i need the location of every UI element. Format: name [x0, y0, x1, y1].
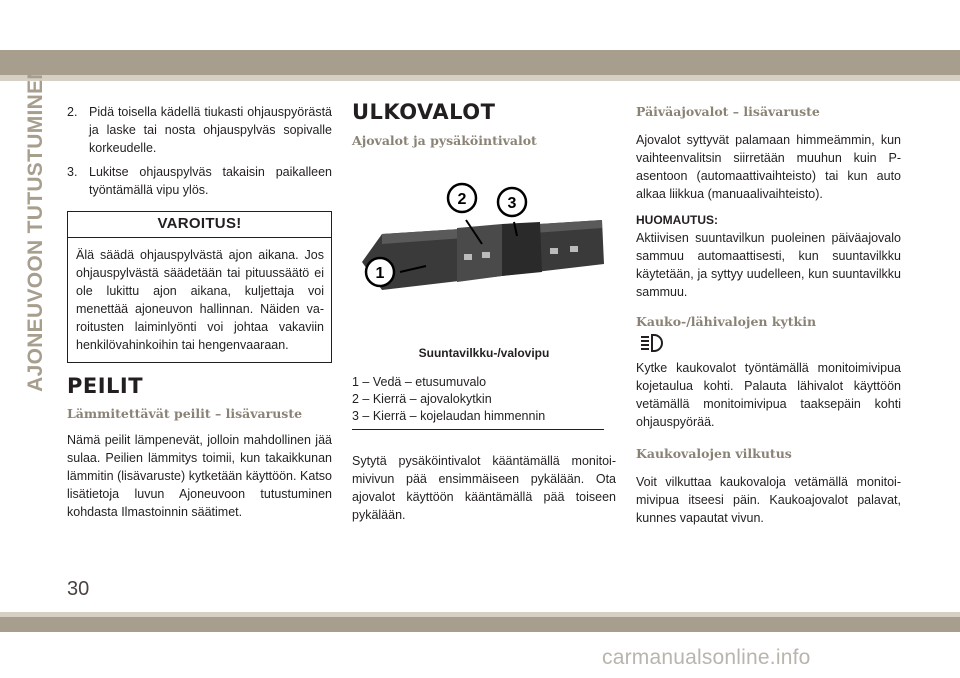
callout-label: 2: [457, 191, 467, 208]
subsection-title: Ajovalot ja pysäköintivalot: [352, 133, 537, 148]
paragraph: Kytke kaukovalot työntämällä monitoimivipua kojetaulua kohti. Palauta lähivalot käyttöön vetämällä monitoimivipua taaksepäin kohti ohjauspyörää.: [636, 361, 901, 429]
warning-box: [67, 211, 332, 363]
legend-item: 3 – Kierrä – kojelaudan himmennin: [352, 409, 546, 423]
column-1: [67, 103, 332, 521]
callout-label: 3: [507, 195, 517, 212]
list-text: Lukitse ohjauspylväs takaisin paikalleen työntämällä vipu ylös.: [89, 165, 332, 197]
turn-signal-lever-illustration: [352, 162, 616, 322]
paragraph: Sytytä pysäköintivalot kääntämällä monitoimivivun pää ensimmäiseen pykälään. Ota ajovalot käyttöön kääntämällä pää toiseen pykälään.: [352, 454, 616, 522]
paragraph: Nämä peilit lämpenevät, jolloin mahdollinen jää sulaa. Peilien lämmitys toimii, kun takaikkunan lämmitin (lisävaruste) kytketään käyttöön. Katso lisätietoja luvun Ajoneuvoon tutustuminen kohdasta Ilmastoinnin säätimet.: [67, 433, 332, 519]
paragraph: Ajovalot syttyvät palamaan himmeämmin, kun vaihteenvalitsin siirretään muuhun kuin P-asentoon (automaattivaihteisto) tai kun auto alkaa liikkua (manuaalivaihteisto).: [636, 133, 901, 201]
warning-text: Älä säädä ohjauspylvästä ajon aikana. Jos ohjauspylvästä säädetään tai pituussäätö ei ole lukittu ajon aikana, kuljettaja voi menettää ajoneuvon hallinnan. Näiden varoitusten laiminlyönti voi johtaa vakaviin henkilövahinkoihin tai hengenvaaraan.: [76, 248, 324, 352]
note-title: HUOMAUTUS:: [636, 213, 718, 227]
chapter-sidebar: [24, 63, 47, 392]
subsection-title: Päiväajovalot – lisävaruste: [636, 104, 820, 119]
list-number: 3.: [67, 165, 78, 179]
subsection-title: Lämmitettävät peilit – lisävaruste: [67, 406, 303, 421]
legend-rule: [352, 429, 604, 430]
bottom-band: [0, 617, 960, 632]
list-item: [67, 163, 332, 199]
section-title-ulkovalot: ULKOVALOT: [352, 100, 496, 124]
legend-item: 2 – Kierrä – ajovalokytkin: [352, 392, 492, 406]
high-beam-icon: [636, 333, 901, 355]
figure-legend: [352, 374, 616, 425]
callout-label: 1: [375, 265, 385, 282]
warning-title: VAROITUS!: [68, 212, 331, 238]
page-number: 30: [67, 578, 90, 600]
subsection-title: Kauko-/lähivalojen kytkin: [636, 314, 817, 329]
paragraph: Voit vilkuttaa kaukovaloja vetämällä monitoimivipua itseesi päin. Kaukoajovalot palavat, kunnes vapautat vivun.: [636, 475, 901, 525]
list-text: Pidä toisella kädellä tiukasti ohjauspyörästä ja laske tai nosta ohjauspylväs sopivalle korkeudelle.: [89, 105, 332, 155]
watermark: carmanualsonline.info: [602, 646, 811, 669]
top-band-light: [0, 75, 960, 81]
legend-item: 1 – Vedä – etusumuvalo: [352, 375, 487, 389]
list-number: 2.: [67, 105, 78, 119]
list-item: [67, 103, 332, 157]
stalk-figure: [352, 162, 616, 322]
column-2: [352, 100, 616, 524]
column-3: [636, 103, 901, 527]
chapter-title: AJONEUVOON TUTUSTUMINEN: [24, 63, 47, 392]
figure-caption: Suuntavilkku-/valovipu: [418, 346, 550, 360]
note-text: Aktiivisen suuntavilkun puoleinen päiväajovalo sammuu automaattisesti, kun suuntavilkku käytetään, ja syttyy uudelleen, kun suuntavilkku sammuu.: [636, 231, 901, 299]
top-band: [0, 50, 960, 75]
subsection-title: Kaukovalojen vilkutus: [636, 446, 792, 461]
section-title-peilit: PEILIT: [67, 374, 144, 398]
